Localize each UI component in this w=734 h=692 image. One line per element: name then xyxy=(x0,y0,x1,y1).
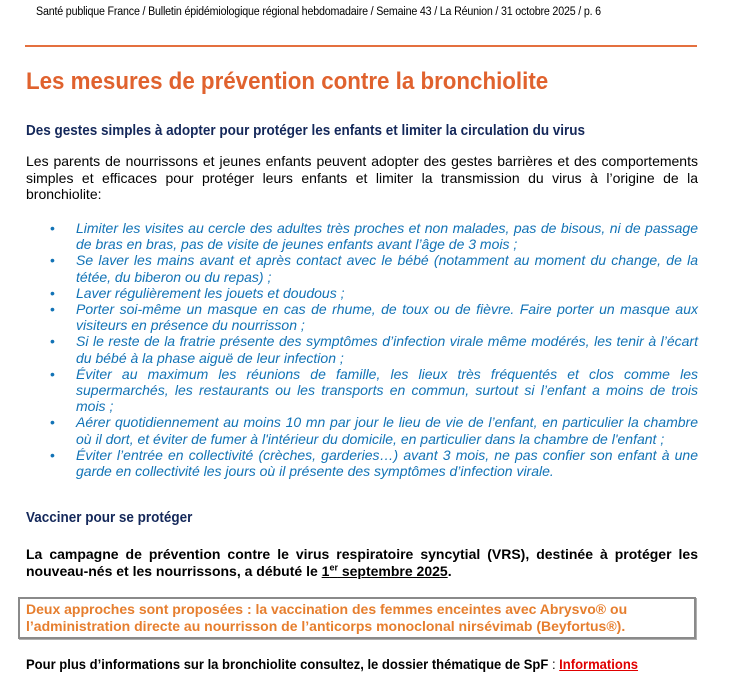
list-item-text: Éviter au maximum les réunions de famille, les lieux très fréquentés et clos comme les supermarchés, les restaurants ou les transports en commun, surtout si l’enfant a moins de trois mois ; xyxy=(76,365,698,415)
section-title-vaccin: Vacciner pour se protéger xyxy=(26,510,193,526)
list-item-text: Éviter l’entrée en collectivité (crèches, garderies…) avant 3 mois, ne pas confier son enfant à une garde en collectivité les jours où il présente des symptômes d’infection virale. xyxy=(76,446,698,480)
more-info-line xyxy=(26,656,638,672)
list-item xyxy=(26,252,698,284)
list-item-text: Porter soi-même un masque en cas de rhume, de toux ou de fièvre. Faire porter un masque aux visiteurs en présence du nourrisson ; xyxy=(76,301,698,334)
bullet-icon: • xyxy=(50,220,55,236)
campaign-start-date xyxy=(322,563,448,579)
more-info-separator: : xyxy=(551,656,560,672)
prevention-measures-list xyxy=(26,220,698,479)
bullet-icon: • xyxy=(50,414,55,431)
bullet-icon: • xyxy=(50,365,55,382)
bullet-icon: • xyxy=(50,301,55,318)
list-item-text: Laver régulièrement les jouets et doudous ; xyxy=(76,284,345,301)
approaches-callout-box: Deux approches sont proposées : la vaccination des femmes enceintes avec Abrysvo® ou l’administration directe au nourrisson de l’anticorps monoclonal nirsévimab (Beyfortus®). xyxy=(18,597,696,639)
bullet-icon: • xyxy=(50,252,55,269)
informations-link[interactable]: Informations xyxy=(559,656,639,672)
date-ordinal: er xyxy=(329,561,338,572)
bullet-icon: • xyxy=(50,333,55,350)
list-item-text: Si le reste de la fratrie présente des symptômes d’infection virale même modérés, les tenir à l’écart du bébé à la phase aiguë de leur infection ; xyxy=(76,333,698,366)
list-item xyxy=(26,220,698,252)
list-item-text: Limiter les visites au cercle des adultes très proches et non malades, pas de bisous, ni de passage de bras en bras, pas de visite de jeunes enfants avant l’âge de 3 mois ; xyxy=(76,220,698,253)
page-title: Les mesures de prévention contre la bronchiolite xyxy=(26,68,549,95)
bullet-icon: • xyxy=(50,446,55,463)
list-item xyxy=(26,366,698,415)
campaign-paragraph xyxy=(26,546,698,579)
list-item-text: Aérer quotidiennement au moins 10 mn par jour le lieu de vie de l’enfant, en particulier la chambre où il dort, et éviter de fumer à l'intérieur du domicile, en particulier dans la chambre de l'enfant ; xyxy=(76,414,698,447)
intro-paragraph: Les parents de nourrissons et jeunes enfants peuvent adopter des gestes barrières et des comportements simples et efficaces pour protéger leurs enfants et limiter la transmission du virus à l’origine de la bronchiolite: xyxy=(26,153,698,202)
list-item xyxy=(26,447,698,479)
date-day: 1 xyxy=(321,562,330,579)
list-item xyxy=(26,333,698,365)
header-divider xyxy=(25,45,697,47)
list-item-text: Se laver les mains avant et après contact avec le bébé (notamment au moment du change, de la tétée, du biberon ou du repas) ; xyxy=(76,252,698,285)
list-item xyxy=(26,301,698,333)
date-month-year: septembre 2025 xyxy=(337,562,448,579)
more-info-text: Pour plus d’informations sur la bronchiolite consultez, le dossier thématique de SpF xyxy=(26,656,552,672)
list-item xyxy=(26,414,698,446)
campaign-text: La campagne de prévention contre le virus respiratoire syncytial (VRS), destinée à protéger les nouveau-nés et les nourrissons, a débuté le xyxy=(26,546,698,579)
section-title-gestes: Des gestes simples à adopter pour protéger les enfants et limiter la circulation du virus xyxy=(26,123,586,139)
bullet-icon: • xyxy=(50,284,55,301)
running-header: Santé publique France / Bulletin épidémiologique régional hebdomadaire / Semaine 43 / La Réunion / 31 octobre 2025 / p. 6 xyxy=(36,6,601,18)
campaign-end: . xyxy=(447,562,452,579)
list-item xyxy=(26,285,698,301)
